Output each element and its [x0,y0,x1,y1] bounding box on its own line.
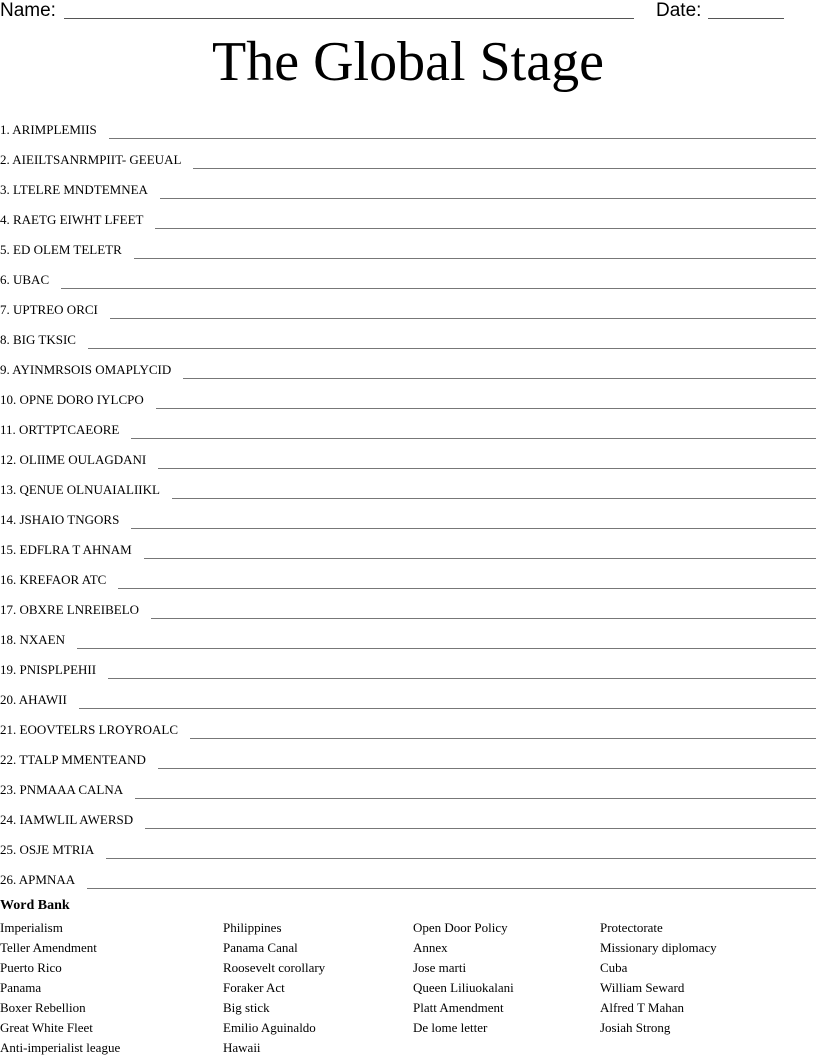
answer-line[interactable] [155,220,816,229]
question-row [0,350,816,380]
question-text: 11. ORTTPTCAEORE [0,422,120,437]
word-bank-item: Annex [413,940,448,955]
word-bank-item: De lome letter [413,1020,488,1035]
question-text: 26. APMNAA [0,872,76,887]
question-row [0,290,816,320]
word-bank-item: Puerto Rico [0,960,62,975]
question-text: 24. IAMWLIL AWERSD [0,812,134,827]
question-text: 9. AYINMRSOIS OMAPLYCID [0,362,172,377]
name-label: Name: [0,0,56,21]
question-text: 17. OBXRE LNREIBELO [0,602,140,617]
question-text: 7. UPTREO ORCI [0,302,98,317]
question-row [0,140,816,170]
question-row [0,830,816,860]
word-bank-item: Panama [0,980,42,995]
answer-line[interactable] [158,760,816,769]
question-row [0,770,816,800]
question-row [0,620,816,650]
question-text: 19. PNISPLPEHII [0,662,97,677]
answer-line[interactable] [190,730,816,739]
word-bank-item: Foraker Act [223,980,285,995]
answer-line[interactable] [61,280,816,289]
word-bank-item: Boxer Rebellion [0,1000,86,1015]
question-text: 4. RAETG EIWHT LFEET [0,212,144,227]
answer-line[interactable] [79,700,816,709]
word-bank-item: Emilio Aguinaldo [223,1020,316,1035]
word-bank-title: Word Bank [0,898,70,913]
word-bank-item: Imperialism [0,920,63,935]
word-bank-item: Queen Liliuokalani [413,980,514,995]
word-bank-column [413,918,514,1038]
question-list [0,110,816,890]
question-row [0,170,816,200]
question-text: 18. NXAEN [0,632,65,647]
word-bank-item: Anti-imperialist league [0,1040,121,1055]
word-bank-item: Cuba [600,960,628,975]
question-row [0,860,816,890]
question-text: 3. LTELRE MNDTEMNEA [0,182,148,197]
word-bank-column [0,918,120,1058]
name-field-line[interactable] [64,18,634,19]
question-text: 13. QENUE OLNUAIALIIKL [0,482,160,497]
question-row [0,740,816,770]
question-row [0,500,816,530]
word-bank-item: William Seward [600,980,685,995]
question-text: 21. EOOVTELRS LROYROALC [0,722,179,737]
answer-line[interactable] [87,880,816,889]
question-text: 1. ARIMPLEMIIS [0,122,97,137]
answer-line[interactable] [131,430,816,439]
question-row [0,320,816,350]
answer-line[interactable] [88,340,816,349]
question-text: 20. AHAWII [0,692,67,707]
question-text: 23. PNMAAA CALNA [0,782,124,797]
answer-line[interactable] [158,460,816,469]
question-row [0,470,816,500]
answer-line[interactable] [131,520,816,529]
question-row [0,680,816,710]
word-bank-item: Philippines [223,920,282,935]
question-row [0,230,816,260]
answer-line[interactable] [183,370,816,379]
question-text: 10. OPNE DORO IYLCPO [0,392,144,407]
question-text: 12. OLIIME OULAGDANI [0,452,147,467]
question-text: 15. EDFLRA T AHNAM [0,542,132,557]
word-bank-item: Jose marti [413,960,467,975]
answer-line[interactable] [144,550,816,559]
answer-line[interactable] [134,250,816,259]
question-text: 14. JSHAIO TNGORS [0,512,120,527]
answer-line[interactable] [172,490,816,499]
word-bank [0,918,816,1056]
question-row [0,650,816,680]
question-row [0,560,816,590]
question-row [0,380,816,410]
question-text: 25. OSJE MTRIA [0,842,95,857]
question-row [0,260,816,290]
word-bank-item: Great White Fleet [0,1020,93,1035]
answer-line[interactable] [108,670,816,679]
answer-line[interactable] [193,160,816,169]
page-title: The Global Stage [212,31,604,93]
answer-line[interactable] [77,640,816,649]
answer-line[interactable] [106,850,816,859]
question-text: 16. KREFAOR ATC [0,572,107,587]
question-text: 8. BIG TKSIC [0,332,76,347]
question-row [0,800,816,830]
question-text: 22. TTALP MMENTEAND [0,752,146,767]
word-bank-column [223,918,325,1058]
date-field-line[interactable] [708,18,784,19]
answer-line[interactable] [160,190,816,199]
question-text: 2. AIEILTSANRMPIIT- GEEUAL [0,152,182,167]
answer-line[interactable] [135,790,816,799]
word-bank-item: Missionary diplomacy [600,940,717,955]
word-bank-item: Hawaii [223,1040,261,1055]
question-text: 6. UBAC [0,272,50,287]
word-bank-item: Alfred T Mahan [600,1000,684,1015]
question-row [0,710,816,740]
answer-line[interactable] [151,610,816,619]
date-label: Date: [656,0,702,21]
answer-line[interactable] [118,580,816,589]
word-bank-item: Platt Amendment [413,1000,504,1015]
question-row [0,530,816,560]
header [0,0,816,26]
question-row [0,200,816,230]
word-bank-item: Big stick [223,1000,270,1015]
question-text: 5. ED OLEM TELETR [0,242,122,257]
word-bank-item: Roosevelt corollary [223,960,326,975]
answer-line[interactable] [110,310,816,319]
word-bank-column [600,918,717,1038]
question-row [0,590,816,620]
word-bank-item: Panama Canal [223,940,298,955]
question-row [0,410,816,440]
question-row [0,110,816,140]
word-bank-item: Josiah Strong [600,1020,671,1035]
word-bank-item: Open Door Policy [413,920,508,935]
answer-line[interactable] [109,130,816,139]
question-row [0,440,816,470]
answer-line[interactable] [156,400,816,409]
word-bank-item: Teller Amendment [0,940,97,955]
word-bank-item: Protectorate [600,920,663,935]
answer-line[interactable] [145,820,816,829]
